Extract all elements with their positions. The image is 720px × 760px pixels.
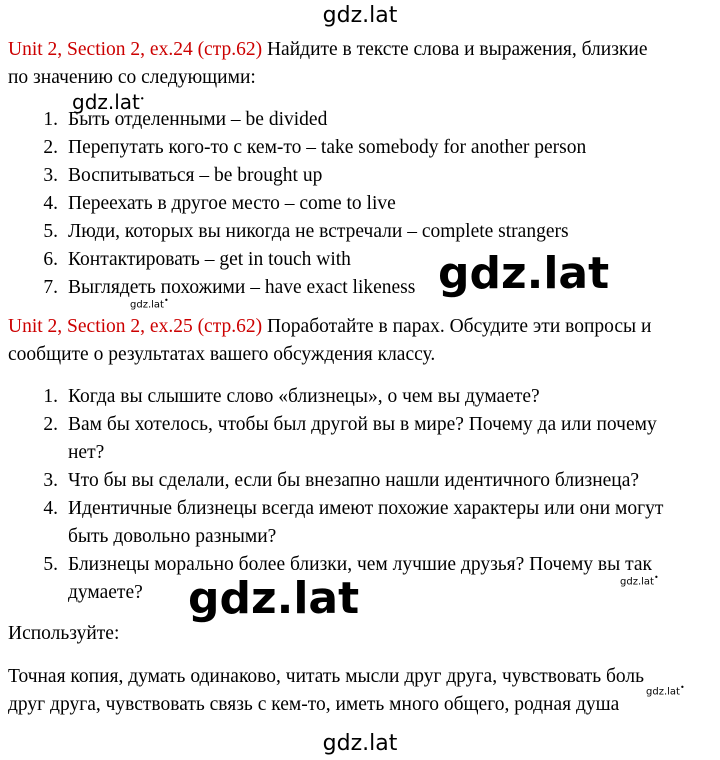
use-phrases xyxy=(8,663,708,719)
use-line1: Точная копия, думать одинаково, читать мысли друг друга, чувствовать боль xyxy=(8,666,645,687)
ex24-header xyxy=(8,36,708,92)
watermark-big2: gdz.lat xyxy=(188,573,360,624)
watermark-mid1: gdz.lat• xyxy=(72,90,145,114)
ex25-instruction-line1: Поработайте в парах. Обсудите эти вопросы и xyxy=(262,316,652,337)
ex25-instruction-line2: сообщите о результатах вашего обсуждения классу. xyxy=(8,344,436,365)
use-line2: друг друга, чувствовать связь с кем-то, иметь много общего, родная душа xyxy=(8,694,620,715)
ex24-instruction-line2: по значению со следующими: xyxy=(8,67,256,88)
watermark-big1: gdz.lat xyxy=(438,248,610,299)
ex25-list: 1. Когда вы слышите слово «близнецы», о чем вы думаете? 2. Вам бы хотелось, чтобы был другой вы в мире? Почему да или почему нет? 3. Что бы вы сделали, если бы внезапно нашли идентичного близнеца? 4. Идентичные близнецы всегда имеют похожие характеры или они могут быть довольно разными? 5. Близнецы морально более близки, чем лучшие друзья? Почему вы так думаете? xyxy=(43,386,664,603)
ex24-instruction-line1: Найдите в тексте слова и выражения, близкие xyxy=(262,39,648,60)
use-label: Используйте: xyxy=(8,623,120,644)
watermark-small2: gdz.lat• xyxy=(620,573,659,588)
ex24-heading: Unit 2, Section 2, ex.24 (стр.62) xyxy=(8,39,263,60)
watermark-small1: gdz.lat• xyxy=(130,296,169,311)
watermark-small3: gdz.lat• xyxy=(646,683,685,698)
watermark-top: gdz.lat xyxy=(322,3,398,28)
ex25-heading: Unit 2, Section 2, ex.25 (стр.62) xyxy=(8,316,263,337)
watermark-bottom: gdz.lat xyxy=(322,731,398,756)
ex25-header xyxy=(8,313,708,369)
ex24-list: 1. Быть отделенными – be divided 2. Перепутать кого-то с кем-то – take somebody for another person 3. Воспитываться – be brought up 4. Переехать в другое место – come to live 5. Люди, которых вы никогда не встречали – complete strangers 6. Контактировать – get in touch with 7. Выглядеть похожими – have exact likeness xyxy=(43,109,587,298)
